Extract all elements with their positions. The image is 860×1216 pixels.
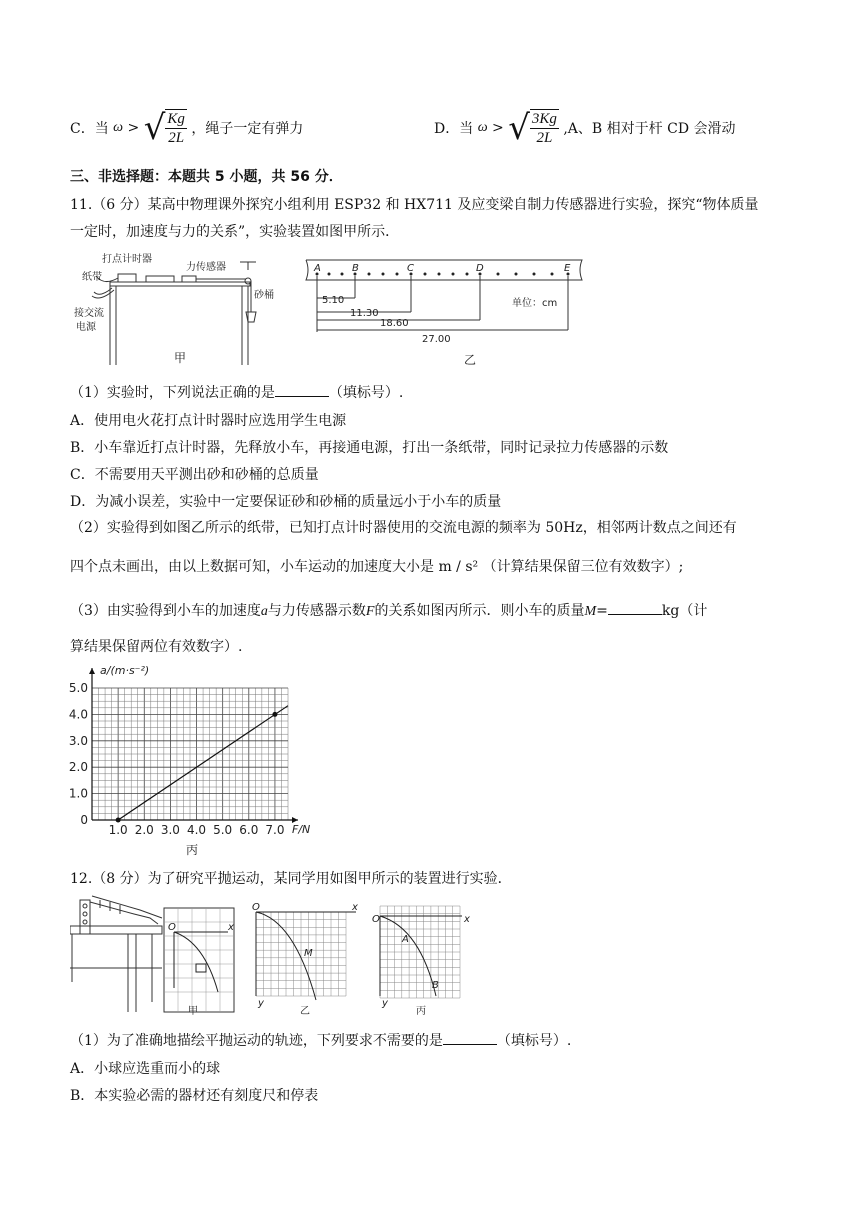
point-a: A xyxy=(402,934,409,945)
chart-ylabel: a/(m·s⁻²) xyxy=(100,664,150,677)
figure-12-bing-trajectory xyxy=(366,900,476,1016)
option-c-suffix: ，绳子一定有弹力 xyxy=(191,121,304,137)
timer-box xyxy=(118,274,136,282)
q11-stem-line1: 11.（6 分）某高中物理课外探究小组利用 ESP32 和 HX711 及应变梁自制力传感器进行实验，探究“物体质量 xyxy=(70,197,759,213)
option-d: D．当 ω > √ $\frac{3Kg}{2L}$ ,A、B 相对于杆 CD 会滑动 xyxy=(434,108,736,148)
y-tick-label: 5.0 xyxy=(68,681,88,695)
q11-part2-line1: （2）实验得到如图乙所示的纸带，已知打点计时器使用的交流电源的频率为 50Hz，相邻两计数点之间还有 xyxy=(70,520,737,536)
x-axis-label: x xyxy=(228,922,234,933)
option-c: C．当 ω > √ $\frac{Kg}{2L}$ ，绳子一定有弹力 xyxy=(70,108,304,148)
origin-label: O xyxy=(252,902,260,913)
option-c-prefix: C．当 xyxy=(70,121,109,137)
unit-label: 单位：cm xyxy=(512,298,558,309)
fraction-denominator: 2L xyxy=(536,130,553,146)
y-tick-label: 4.0 xyxy=(68,707,88,722)
q11-part1-text: （1）实验时，下列说法正确的是 xyxy=(70,385,275,401)
chart-grid xyxy=(92,688,288,820)
distance-ab: 5.10 xyxy=(322,295,345,306)
q11-part3-unit: kg（计 xyxy=(661,603,708,619)
point-e: E xyxy=(564,263,571,274)
chart-a-vs-f xyxy=(64,660,334,858)
y-axis-label: y xyxy=(382,998,388,1009)
caption-jia: 甲 xyxy=(174,351,187,365)
force-sensor-box xyxy=(182,276,196,282)
y-tick-label: 3.0 xyxy=(68,733,88,748)
fraction-numerator: Kg xyxy=(167,111,185,127)
q12-option-b: B．本实验必需的器材还有刻度尺和停表 xyxy=(70,1088,319,1104)
q11-part2-line2: 四个点未画出，由以上数据可知，小车运动的加速度大小是 m / s² （计算结果保留三位有效数字）; xyxy=(70,559,684,575)
origin-label: O xyxy=(372,914,380,925)
q12-option-a: A．小球应选重而小的球 xyxy=(70,1061,221,1077)
q11-part3-text-b: 与力传感器示数 xyxy=(267,603,366,619)
answer-blank[interactable] xyxy=(275,384,329,397)
figure-12-yi-trajectory xyxy=(252,902,362,1016)
fraction-denominator: 2L xyxy=(168,130,185,146)
q12-part1-text: （1）为了准确地描绘平抛运动的轨迹，下列要求不需要的是 xyxy=(70,1033,443,1049)
chart-axes xyxy=(89,668,298,823)
var-f: F xyxy=(365,604,375,619)
label-power: 电源 xyxy=(76,322,96,333)
label-sand-bucket: 砂桶 xyxy=(254,290,274,301)
label-ac: 接交流 xyxy=(74,308,104,319)
q11-part3-line1 xyxy=(70,600,707,620)
answer-blank[interactable] xyxy=(608,602,662,615)
sqrt-sign: √ xyxy=(508,108,530,148)
x-tick-label: 1.0 xyxy=(108,823,128,837)
option-d-prefix: D．当 xyxy=(434,121,474,137)
y-axis-arrow xyxy=(89,668,95,674)
caption-yi: 乙 xyxy=(464,353,477,367)
var-m: M xyxy=(584,604,597,619)
q11-part1 xyxy=(70,382,403,402)
point-b: B xyxy=(352,263,359,274)
q11-option-d: D．为减小误差，实验中一定要保证砂和砂桶的质量远小于小车的质量 xyxy=(70,494,502,510)
q11-part3-text-c: 的关系如图丙所示．则小车的质量 xyxy=(374,603,585,619)
section-heading: 三、非选择题：本题共 5 小题，共 56 分． xyxy=(70,169,343,185)
distance-ad: 18.60 xyxy=(380,318,409,329)
x-tick-label: 2.0 xyxy=(134,823,154,837)
q11-option-c: C．不需要用天平测出砂和砂桶的总质量 xyxy=(70,467,319,483)
q11-option-a: A．使用电火花打点计时器时应选用学生电源 xyxy=(70,413,347,429)
option-d-suffix: ,A、B 相对于杆 CD 会滑动 xyxy=(563,121,736,137)
answer-blank[interactable] xyxy=(443,1032,497,1045)
figure-jia-apparatus xyxy=(70,250,285,370)
q11-part1-tail: （填标号）. xyxy=(328,385,404,401)
var-a: a xyxy=(260,604,268,619)
chart-xlabel: F/N xyxy=(292,823,311,836)
chart-marks xyxy=(116,706,288,823)
equals-sign: = xyxy=(596,603,608,619)
x-tick-label: 3.0 xyxy=(160,823,180,837)
label-tape: 纸带 xyxy=(82,272,102,283)
point-d: D xyxy=(476,263,484,274)
distance-ac: 11.30 xyxy=(350,308,379,319)
y-tick-label: 2.0 xyxy=(68,760,88,775)
tape-body xyxy=(306,260,582,280)
q11-part3-text-a: （3）由实验得到小车的加速度 xyxy=(70,603,261,619)
x-tick-label: 5.0 xyxy=(213,823,233,837)
figure-yi-tape xyxy=(300,252,590,370)
origin-label: O xyxy=(168,922,176,933)
q11-option-b: B．小车靠近打点计时器，先释放小车，再接通电源，打出一条纸带，同时记录拉力传感器的示数 xyxy=(70,440,669,456)
point-m: M xyxy=(304,948,313,959)
track xyxy=(110,282,250,286)
label-timer: 打点计时器 xyxy=(102,254,152,265)
x-tick-label: 4.0 xyxy=(186,823,207,837)
q11-stem-line2: 一定时，加速度与力的关系”，实验装置如图甲所示． xyxy=(70,224,400,240)
x-axis-label: x xyxy=(352,902,358,913)
caption-bing: 丙 xyxy=(186,843,199,857)
y-axis-label: y xyxy=(258,998,264,1009)
grid-12-yi xyxy=(256,912,346,996)
q11-part3-line2: 算结果保留两位有效数字）. xyxy=(70,639,243,655)
q12-part1-tail: （填标号）. xyxy=(496,1033,572,1049)
point-b: B xyxy=(432,980,439,991)
fraction-kg-2l xyxy=(165,109,187,147)
caption-12-yi: 乙 xyxy=(300,1006,310,1016)
data-point xyxy=(272,712,277,717)
caption-12-bing: 丙 xyxy=(416,1006,426,1016)
y-tick-label: 1.0 xyxy=(68,786,88,801)
x-axis-label: x xyxy=(464,914,470,925)
point-c: C xyxy=(407,263,414,274)
q12-stem: 12.（8 分）为了研究平抛运动，某同学用如图甲所示的装置进行实验． xyxy=(70,871,512,887)
cart xyxy=(146,276,174,282)
y-tick-label: 0 xyxy=(80,813,88,827)
q12-part1 xyxy=(70,1030,571,1050)
x-tick-label: 7.0 xyxy=(265,823,285,837)
fraction-numerator: 3Kg xyxy=(531,111,557,127)
data-point xyxy=(116,818,121,823)
sqrt-sign: √ xyxy=(143,108,166,148)
point-a: A xyxy=(314,263,321,274)
label-force-sensor: 力传感器 xyxy=(186,262,226,273)
x-tick-label: 6.0 xyxy=(239,823,259,837)
figure-12-jia-apparatus xyxy=(70,892,250,1016)
distance-ae: 27.00 xyxy=(422,334,451,345)
fraction-3kg-2l xyxy=(530,109,559,147)
caption-12-jia: 甲 xyxy=(188,1006,198,1016)
